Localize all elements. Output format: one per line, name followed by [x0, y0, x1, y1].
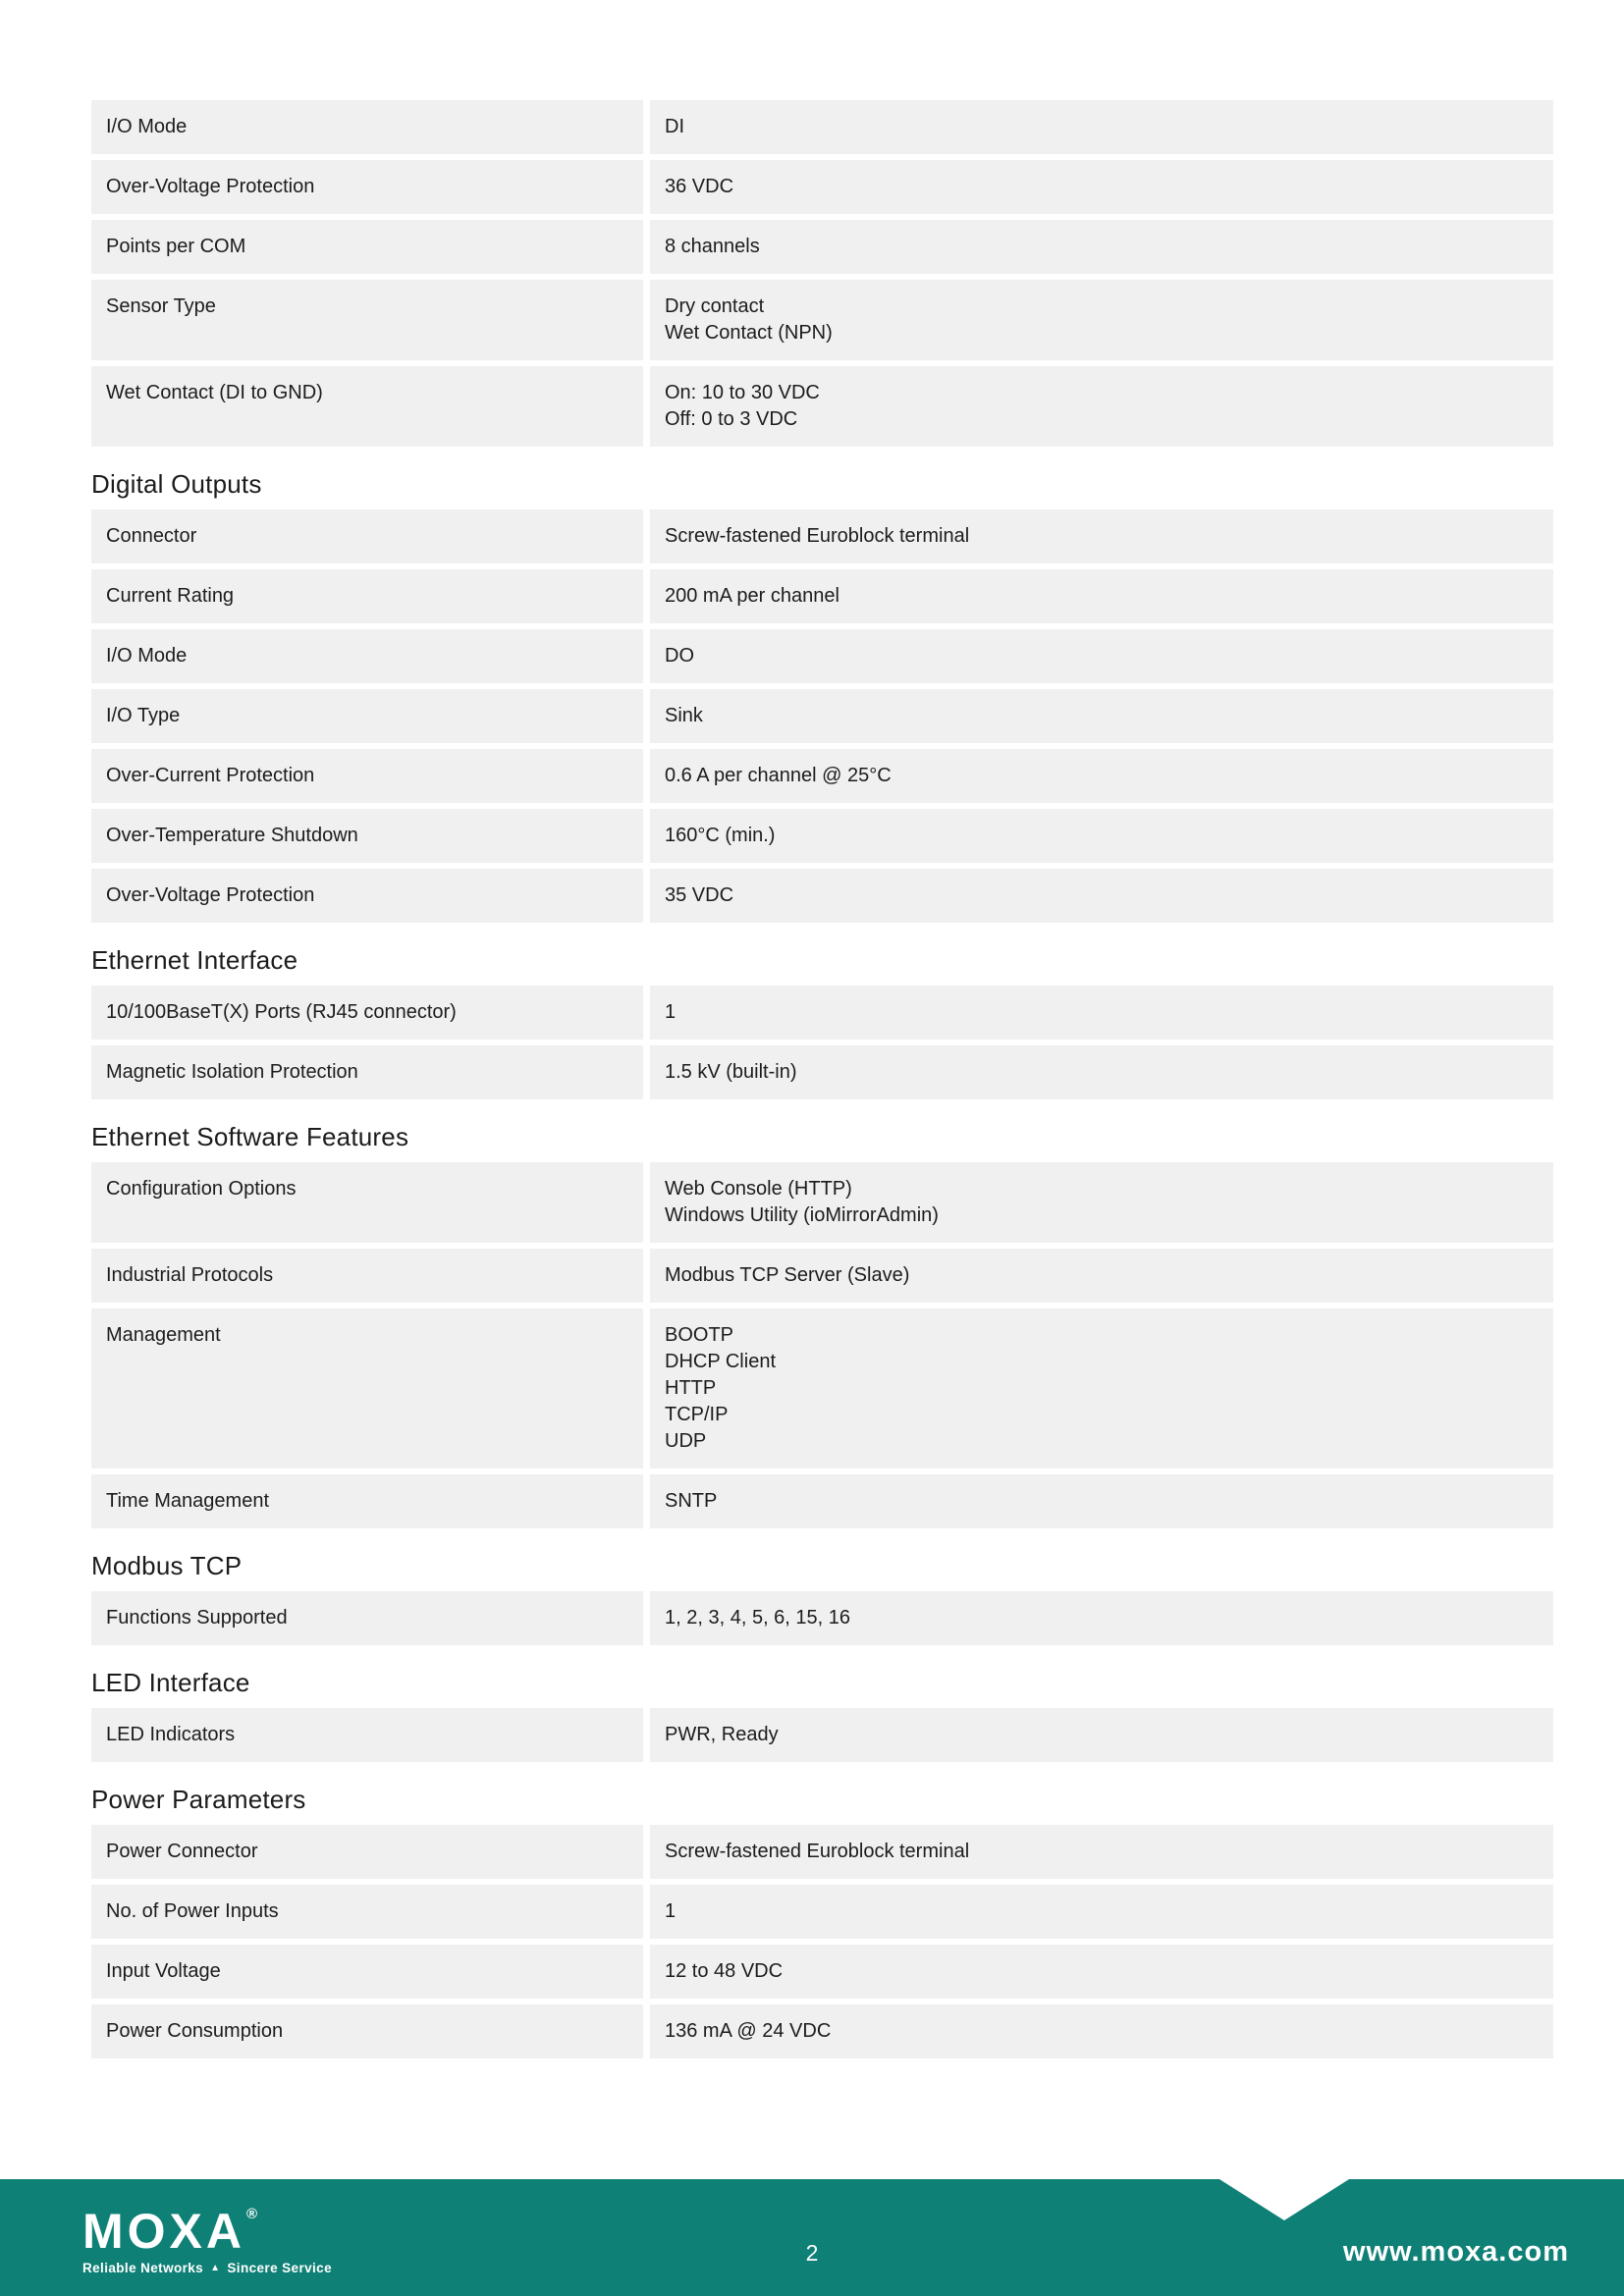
spec-value-cell — [650, 1249, 1553, 1303]
spec-value-line: Windows Utility (ioMirrorAdmin) — [665, 1204, 939, 1226]
spec-value-cell — [650, 1885, 1553, 1939]
spec-section — [91, 945, 1553, 1099]
section-title: Power Parameters — [91, 1785, 306, 1814]
spec-row — [91, 1162, 1553, 1243]
spec-value-cell — [650, 280, 1553, 360]
spec-value-cell — [650, 100, 1553, 154]
spec-value-line: SNTP — [665, 1490, 718, 1512]
page-number: 2 — [805, 2240, 819, 2266]
spec-label-cell: Current Rating — [91, 569, 643, 623]
spec-row — [91, 1045, 1553, 1099]
spec-value-line: 35 VDC — [665, 884, 734, 906]
moxa-wordmark-text: MOXA — [82, 2204, 245, 2259]
spec-row — [91, 629, 1553, 683]
spec-label-cell: I/O Type — [91, 689, 643, 743]
section-title: Modbus TCP — [91, 1551, 243, 1580]
section-title: Ethernet Software Features — [91, 1122, 409, 1151]
spec-value-line: Web Console (HTTP) — [665, 1178, 852, 1200]
spec-value-cell — [650, 1162, 1553, 1243]
spec-value-line: HTTP — [665, 1377, 717, 1399]
spec-label-cell: Configuration Options — [91, 1162, 643, 1243]
spec-row — [91, 809, 1553, 863]
spec-value-cell — [650, 809, 1553, 863]
website-link[interactable]: www.moxa.com — [1342, 2236, 1569, 2268]
spec-row — [91, 869, 1553, 923]
spec-value-cell — [650, 689, 1553, 743]
spec-row — [91, 1945, 1553, 1999]
spec-label-cell: Sensor Type — [91, 280, 643, 360]
spec-row — [91, 509, 1553, 563]
spec-value-line: 200 mA per channel — [665, 585, 839, 607]
spec-label-cell: I/O Mode — [91, 629, 643, 683]
spec-section — [91, 469, 1553, 923]
spec-label-cell: Power Connector — [91, 1825, 643, 1879]
spec-section — [91, 100, 1553, 447]
spec-label-cell: Points per COM — [91, 220, 643, 274]
spec-value-line: 160°C (min.) — [665, 825, 776, 846]
spec-value-line: UDP — [665, 1430, 707, 1452]
spec-value-cell — [650, 1474, 1553, 1528]
spec-value-cell — [650, 869, 1553, 923]
spec-section — [91, 1551, 1553, 1645]
spec-row — [91, 366, 1553, 447]
spec-value-line: 36 VDC — [665, 176, 734, 197]
spec-value-line: 0.6 A per channel @ 25°C — [665, 765, 892, 786]
spec-value-line: 12 to 48 VDC — [665, 1960, 784, 1982]
spec-value-line: 8 channels — [665, 236, 760, 257]
footer-bar — [0, 2179, 1624, 2296]
spec-label-cell: Over-Voltage Protection — [91, 869, 643, 923]
spec-label-cell: Time Management — [91, 1474, 643, 1528]
spec-section — [91, 1668, 1553, 1762]
tagline-right: Sincere Service — [227, 2261, 332, 2275]
spec-value-line: Screw-fastened Euroblock terminal — [665, 525, 970, 547]
spec-value-cell — [650, 220, 1553, 274]
spec-value-cell — [650, 629, 1553, 683]
spec-row — [91, 1885, 1553, 1939]
spec-value-cell — [650, 160, 1553, 214]
spec-value-cell — [650, 1708, 1553, 1762]
spec-value-line: PWR, Ready — [665, 1724, 779, 1745]
spec-value-line: 1.5 kV (built-in) — [665, 1061, 797, 1083]
spec-row — [91, 1825, 1553, 1879]
section-title: Ethernet Interface — [91, 945, 298, 975]
triangle-icon: ▲ — [210, 2262, 221, 2273]
spec-value-cell — [650, 2004, 1553, 2058]
spec-value-line: 136 mA @ 24 VDC — [665, 2020, 832, 2042]
spec-value-line: DO — [665, 645, 694, 667]
spec-section — [91, 1785, 1553, 2058]
spec-value-cell — [650, 366, 1553, 447]
spec-row — [91, 2004, 1553, 2058]
spec-value-line: Dry contact — [665, 295, 765, 317]
spec-row — [91, 749, 1553, 803]
spec-label-cell: Over-Temperature Shutdown — [91, 809, 643, 863]
spec-row — [91, 100, 1553, 154]
spec-label-cell: 10/100BaseT(X) Ports (RJ45 connector) — [91, 986, 643, 1040]
footer-notch-icon — [1219, 2179, 1349, 2220]
spec-value-cell — [650, 1045, 1553, 1099]
spec-label-cell: Industrial Protocols — [91, 1249, 643, 1303]
spec-row — [91, 569, 1553, 623]
spec-value-cell — [650, 749, 1553, 803]
spec-row — [91, 689, 1553, 743]
spec-value-cell — [650, 1308, 1553, 1468]
section-title: Digital Outputs — [91, 469, 262, 499]
spec-value-line: On: 10 to 30 VDC — [665, 382, 820, 403]
spec-section — [91, 1122, 1553, 1528]
spec-label-cell: Power Consumption — [91, 2004, 643, 2058]
spec-label-cell: Over-Voltage Protection — [91, 160, 643, 214]
registered-trademark-icon: ® — [246, 2206, 258, 2222]
spec-value-cell — [650, 509, 1553, 563]
spec-value-line: 1 — [665, 1001, 677, 1023]
spec-value-cell — [650, 569, 1553, 623]
spec-row — [91, 1308, 1553, 1468]
section-title: LED Interface — [91, 1668, 250, 1697]
spec-row — [91, 986, 1553, 1040]
spec-value-line: TCP/IP — [665, 1404, 729, 1425]
spec-value-line: Screw-fastened Euroblock terminal — [665, 1841, 970, 1862]
spec-value-line: BOOTP — [665, 1324, 734, 1346]
spec-value-line: 1, 2, 3, 4, 5, 6, 15, 16 — [665, 1607, 851, 1629]
spec-label-cell: LED Indicators — [91, 1708, 643, 1762]
spec-value-line: DI — [665, 116, 684, 137]
spec-label-cell: No. of Power Inputs — [91, 1885, 643, 1939]
spec-value-cell — [650, 1945, 1553, 1999]
spec-value-line: Modbus TCP Server (Slave) — [665, 1264, 910, 1286]
spec-row — [91, 280, 1553, 360]
spec-table — [91, 100, 1553, 2064]
tagline-left: Reliable Networks — [82, 2261, 204, 2275]
spec-row — [91, 1708, 1553, 1762]
spec-value-cell — [650, 986, 1553, 1040]
spec-label-cell: Management — [91, 1308, 643, 1468]
spec-value-line: 1 — [665, 1900, 677, 1922]
spec-label-cell: Functions Supported — [91, 1591, 643, 1645]
spec-label-cell: Over-Current Protection — [91, 749, 643, 803]
spec-value-cell — [650, 1591, 1553, 1645]
spec-value-line: Off: 0 to 3 VDC — [665, 408, 798, 430]
spec-row — [91, 1591, 1553, 1645]
spec-label-cell: Wet Contact (DI to GND) — [91, 366, 643, 447]
spec-label-cell: Magnetic Isolation Protection — [91, 1045, 643, 1099]
spec-row — [91, 1474, 1553, 1528]
spec-value-line: Wet Contact (NPN) — [665, 322, 833, 344]
spec-value-line: Sink — [665, 705, 703, 726]
spec-row — [91, 1249, 1553, 1303]
spec-row — [91, 160, 1553, 214]
spec-label-cell: I/O Mode — [91, 100, 643, 154]
spec-value-line: DHCP Client — [665, 1351, 776, 1372]
spec-value-cell — [650, 1825, 1553, 1879]
spec-label-cell: Connector — [91, 509, 643, 563]
spec-row — [91, 220, 1553, 274]
spec-label-cell: Input Voltage — [91, 1945, 643, 1999]
